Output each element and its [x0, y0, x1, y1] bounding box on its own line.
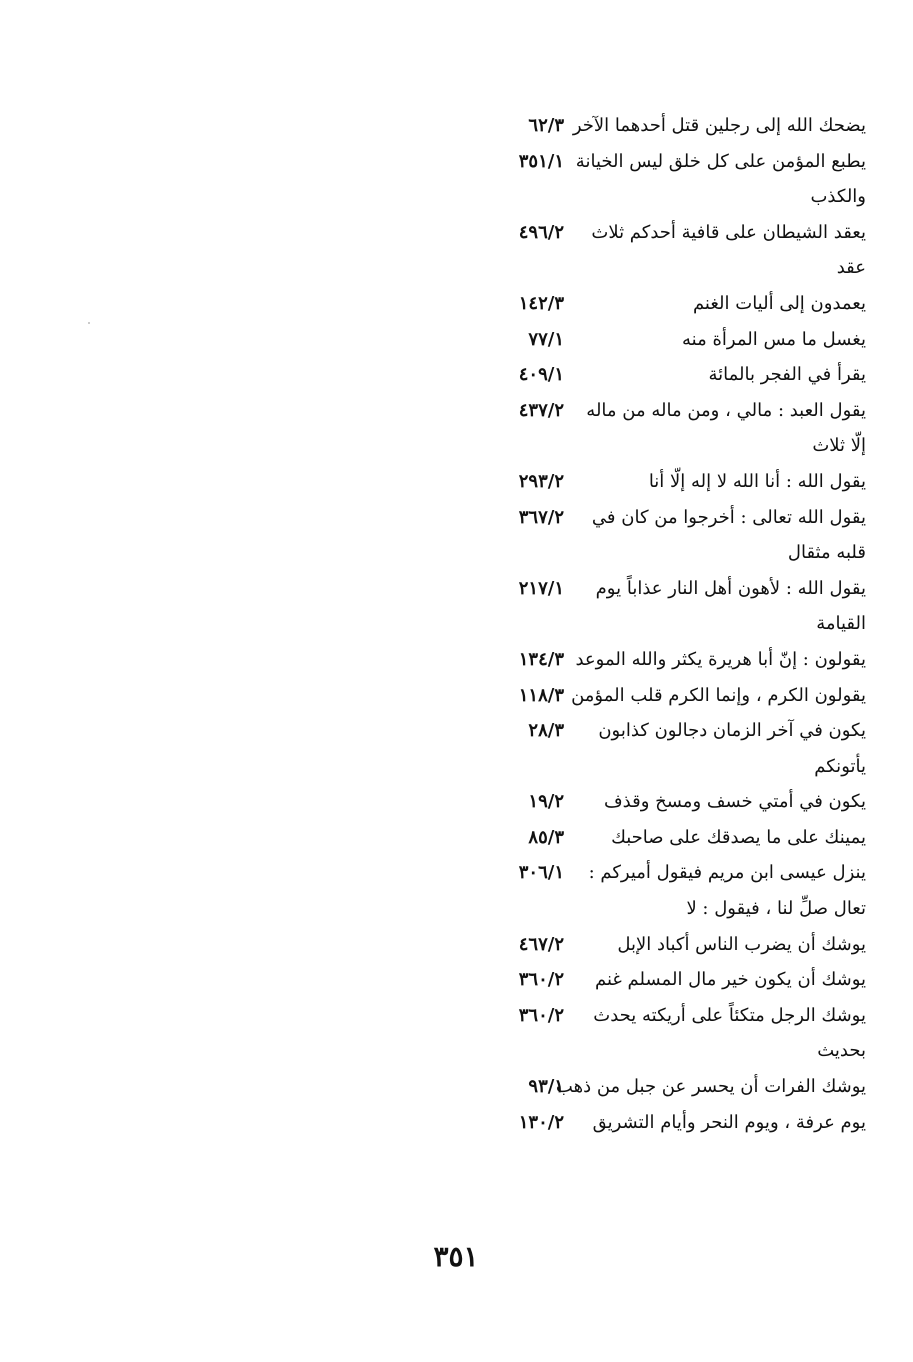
entry-continuation: إلّا ثلاث [812, 435, 866, 457]
entry-text: يقولون : إنّ أبا هريرة يكثر والله الموعد [575, 648, 866, 670]
volume-page-ref: ٩٣/١ [528, 1076, 564, 1098]
entry-continuation: عقد [836, 257, 866, 279]
entry-text: يوشك أن يكون خير مال المسلم غنم [595, 969, 866, 991]
entry-text: يوم عرفة ، ويوم النحر وأيام التشريق [592, 1111, 866, 1133]
entry-text: يقول العبد : مالي ، ومن ماله من ماله [586, 399, 866, 421]
entry-text: يقول الله تعالى : أخرجوا من كان في [591, 506, 866, 528]
volume-page-ref: ٣٦٠/٢ [518, 969, 564, 991]
entry-continuation: القيامة [816, 613, 866, 635]
entry-text: يقرأ في الفجر بالمائة [708, 364, 866, 386]
entry-text: يضحك الله إلى رجلين قتل أحدهما الآخر [572, 115, 866, 136]
volume-page-ref: ١٤٢/٣ [518, 292, 564, 314]
index-entry [480, 322, 866, 358]
entry-continuation: يأتونكم [814, 755, 866, 777]
volume-page-ref: ٤٣٧/٢ [518, 399, 564, 421]
volume-page-ref: ١٩/٢ [528, 791, 564, 813]
volume-page-ref: ٧٧/١ [528, 328, 564, 350]
volume-page-ref: ٣٦٧/٢ [518, 506, 564, 528]
index-entry [480, 927, 866, 963]
volume-page-ref: ٨٥/٣ [528, 826, 564, 848]
entry-text: يطبع المؤمن على كل خلق ليس الخيانة [575, 150, 866, 172]
index-entry [480, 678, 866, 714]
volume-page-ref: ٣٥١/١ [518, 150, 564, 172]
entry-text: يعقد الشيطان على قافية أحدكم ثلاث [591, 221, 866, 243]
entry-text: يعمدون إلى أليات الغنم [692, 292, 866, 314]
entry-text: يكون في أمتي خسف ومسخ وقذف [604, 791, 866, 813]
index-entry [480, 1069, 866, 1105]
page-number: ٣٥١ [433, 1240, 479, 1273]
entry-text: يوشك أن يضرب الناس أكباد الإبل [617, 933, 866, 955]
entry-text: يوشك الرجل متكئاً على أريكته يحدث [593, 1004, 866, 1026]
index-entry [480, 393, 866, 464]
index-entry [480, 500, 866, 571]
volume-page-ref: ١٣٠/٢ [518, 1111, 564, 1133]
index-entry [480, 713, 866, 784]
volume-page-ref: ٤٩٦/٢ [518, 221, 564, 243]
entry-text: يقولون الكرم ، وإنما الكرم قلب المؤمن [571, 684, 866, 706]
volume-page-ref: ٢٩٣/٢ [518, 470, 564, 492]
index-entry [480, 357, 866, 393]
volume-page-ref: ٦٢/٣ [528, 115, 564, 136]
entry-continuation: والكذب [810, 186, 866, 208]
volume-page-ref: ٤٠٩/١ [518, 364, 564, 386]
index-entry [480, 998, 866, 1069]
index-entry [480, 820, 866, 856]
index-entry [480, 108, 866, 144]
entry-text: يمينك على ما يصدقك على صاحبك [611, 826, 866, 848]
entry-continuation: قلبه مثقال [787, 542, 866, 564]
entry-text: يغسل ما مس المرأة منه [682, 328, 866, 350]
index-entry [480, 855, 866, 926]
volume-page-ref: ٣٠٦/١ [518, 862, 564, 884]
index-entry [480, 784, 866, 820]
entry-text: يقول الله : أنا الله لا إله إلّا أنا [648, 470, 866, 492]
index-entry [480, 144, 866, 215]
entry-text: يكون في آخر الزمان دجالون كذابون [598, 720, 866, 742]
volume-page-ref: ٤٦٧/٢ [518, 933, 564, 955]
index-entry [480, 464, 866, 500]
index-entry [480, 286, 866, 322]
index-entry [480, 571, 866, 642]
index-entry [480, 962, 866, 998]
entry-text: يوشك الفرات أن يحسر عن جبل من ذهب [555, 1076, 866, 1098]
volume-page-ref: ٣٦٠/٢ [518, 1004, 564, 1026]
index-entry [480, 642, 866, 678]
entry-text: يقول الله : لأهون أهل النار عذاباً يوم [595, 577, 866, 599]
index-entry [480, 215, 866, 286]
entry-text: ينزل عيسى ابن مريم فيقول أميركم : [588, 862, 866, 884]
entry-continuation: بحديث [817, 1040, 866, 1062]
volume-page-ref: ٢٨/٣ [528, 720, 564, 742]
index-entry [480, 1105, 866, 1141]
volume-page-ref: ٢١٧/١ [518, 577, 564, 599]
entry-continuation: تعال صلِّ لنا ، فيقول : لا [686, 898, 866, 920]
hadith-index-list [480, 108, 866, 1140]
volume-page-ref: ١٣٤/٣ [518, 648, 564, 670]
volume-page-ref: ١١٨/٣ [518, 684, 564, 706]
scan-speck [88, 322, 90, 324]
